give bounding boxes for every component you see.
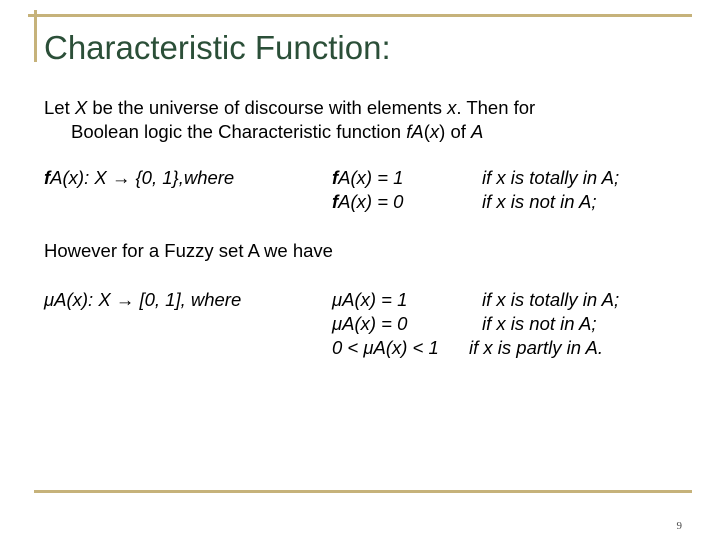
top-border-line — [28, 14, 692, 17]
intro-text: . Then for — [456, 97, 536, 118]
left-border-line — [34, 10, 37, 62]
fuzzy-row-3-expr: 0 < μA(x) < 1 — [332, 337, 439, 358]
intro-text: be the universe of discourse with elements — [87, 97, 448, 118]
crisp-expr-text: A(x) = 0 — [338, 191, 404, 212]
fuzzy-row-3-condition: if x is partly in A. — [469, 337, 603, 358]
intro-func: fA — [406, 121, 424, 142]
intro-text: Let — [44, 97, 75, 118]
fuzzy-intro: However for a Fuzzy set A we have — [44, 240, 333, 261]
crisp-row-1-condition: if x is totally in A; — [482, 167, 620, 188]
intro-var-x: x — [429, 121, 440, 142]
crisp-row-2-condition: if x is not in A; — [482, 191, 597, 212]
crisp-f-bold: f — [332, 167, 339, 188]
intro-text: Boolean logic the Characteristic function — [71, 121, 407, 142]
crisp-f-bold: f — [332, 191, 339, 212]
intro-var-a: A — [471, 121, 484, 142]
fuzzy-row-2-condition: if x is not in A; — [482, 313, 597, 334]
intro-var-x: x — [447, 97, 457, 118]
fuzzy-row-1-expr: μA(x) = 1 — [332, 289, 408, 310]
fuzzy-row-1-condition: if x is totally in A; — [482, 289, 620, 310]
crisp-row-2-expr — [332, 191, 403, 213]
page-number: 9 — [676, 520, 682, 532]
intro-line-1 — [44, 97, 535, 119]
intro-var-x-upper: X — [74, 97, 88, 118]
intro-text: ( — [423, 121, 430, 142]
intro-text: ) of — [439, 121, 472, 142]
bottom-border-line — [34, 490, 692, 493]
slide-title: Characteristic Function: — [44, 29, 391, 66]
crisp-f-bold: f — [44, 167, 51, 188]
fuzzy-definition: μA(x): X → [0, 1], where — [44, 289, 242, 310]
fuzzy-row-2-expr: μA(x) = 0 — [332, 313, 408, 334]
crisp-definition — [44, 167, 234, 189]
intro-line-2 — [71, 121, 483, 143]
crisp-def-text: A(x): X → {0, 1},where — [50, 167, 235, 188]
crisp-row-1-expr — [332, 167, 403, 189]
crisp-expr-text: A(x) = 1 — [338, 167, 404, 188]
